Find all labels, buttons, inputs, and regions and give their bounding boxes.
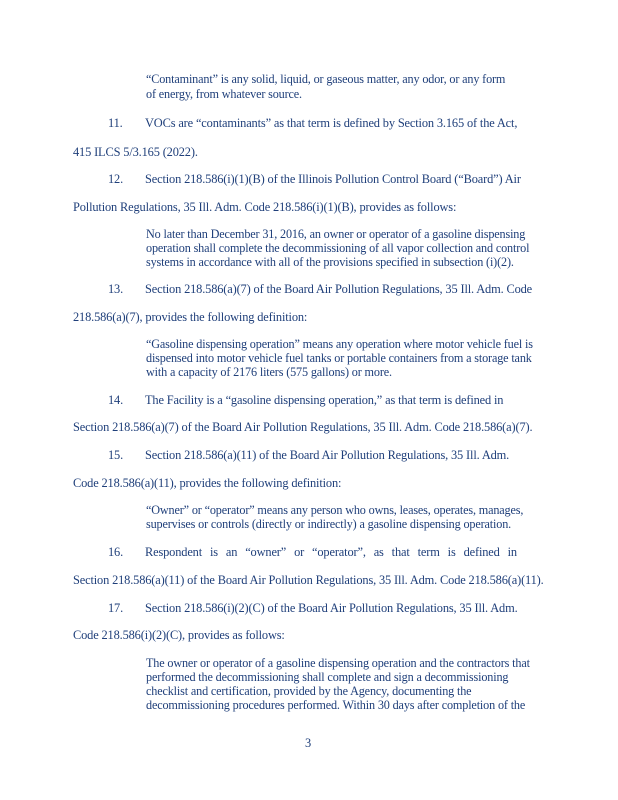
paragraph-17-line-2: Code 218.586(i)(2)(C), provides as follows: <box>73 628 285 642</box>
quote-owner-line-1: “Owner” or “operator” means any person who owns, leases, operates, manages, <box>146 503 524 517</box>
paragraph-number-16: 16. <box>108 545 124 559</box>
paragraph-12-line-2: Pollution Regulations, 35 Ill. Adm. Code 218.586(i)(1)(B), provides as follows: <box>73 200 457 214</box>
paragraph-number-12: 12. <box>108 172 124 186</box>
paragraph-13-line-1: Section 218.586(a)(7) of the Board Air Pollution Regulations, 35 Ill. Adm. Code <box>145 282 533 296</box>
paragraph-15-line-1: Section 218.586(a)(11) of the Board Air Pollution Regulations, 35 Ill. Adm. <box>145 448 510 462</box>
paragraph-13-line-2: 218.586(a)(7), provides the following definition: <box>73 310 308 324</box>
paragraph-number-11: 11. <box>108 116 123 130</box>
paragraph-16-line-2: Section 218.586(a)(11) of the Board Air Pollution Regulations, 35 Ill. Adm. Code 218.586(a)(11). <box>73 573 544 587</box>
paragraph-number-14: 14. <box>108 393 124 407</box>
quote-decommission-line-2: operation shall complete the decommissioning of all vapor collection and control <box>146 241 530 255</box>
quote-procedure-line-4: decommissioning procedures performed. Within 30 days after completion of the <box>146 698 526 712</box>
paragraph-number-15: 15. <box>108 448 124 462</box>
paragraph-14-line-2: Section 218.586(a)(7) of the Board Air Pollution Regulations, 35 Ill. Adm. Code 218.586(a)(7). <box>73 420 533 434</box>
paragraph-16-line-1: Respondent is an “owner” or “operator”, as that term is defined in <box>145 545 517 559</box>
paragraph-number-13: 13. <box>108 282 124 296</box>
paragraph-17-line-1: Section 218.586(i)(2)(C) of the Board Air Pollution Regulations, 35 Ill. Adm. <box>145 601 518 615</box>
paragraph-12-line-1: Section 218.586(i)(1)(B) of the Illinois Pollution Control Board (“Board”) Air <box>145 172 521 186</box>
quote-decommission-line-1: No later than December 31, 2016, an owner or operator of a gasoline dispensing <box>146 227 526 241</box>
quote-contaminant-line-2: of energy, from whatever source. <box>146 87 302 101</box>
paragraph-15-line-2: Code 218.586(a)(11), provides the following definition: <box>73 476 342 490</box>
quote-procedure-line-2: performed the decommissioning shall complete and sign a decommissioning <box>146 670 509 684</box>
paragraph-11-line-1: VOCs are “contaminants” as that term is defined by Section 3.165 of the Act, <box>145 116 518 130</box>
quote-owner-line-2: supervises or controls (directly or indirectly) a gasoline dispensing operation. <box>146 517 512 531</box>
quote-gasoline-line-3: with a capacity of 2176 liters (575 gallons) or more. <box>146 365 392 379</box>
paragraph-11-line-2: 415 ILCS 5/3.165 (2022). <box>73 145 198 159</box>
quote-procedure-line-3: checklist and certification, provided by the Agency, documenting the <box>146 684 472 698</box>
quote-gasoline-line-2: dispensed into motor vehicle fuel tanks or portable containers from a storage tank <box>146 351 532 365</box>
quote-decommission-line-3: systems in accordance with all of the provisions specified in subsection (i)(2). <box>146 255 514 269</box>
quote-gasoline-line-1: “Gasoline dispensing operation” means any operation where motor vehicle fuel is <box>146 337 533 351</box>
quote-contaminant-line-1: “Contaminant” is any solid, liquid, or gaseous matter, any odor, or any form <box>146 72 506 86</box>
paragraph-number-17: 17. <box>108 601 124 615</box>
quote-procedure-line-1: The owner or operator of a gasoline dispensing operation and the contractors that <box>146 656 530 670</box>
paragraph-14-line-1: The Facility is a “gasoline dispensing operation,” as that term is defined in <box>145 393 504 407</box>
page-number: 3 <box>305 736 312 750</box>
